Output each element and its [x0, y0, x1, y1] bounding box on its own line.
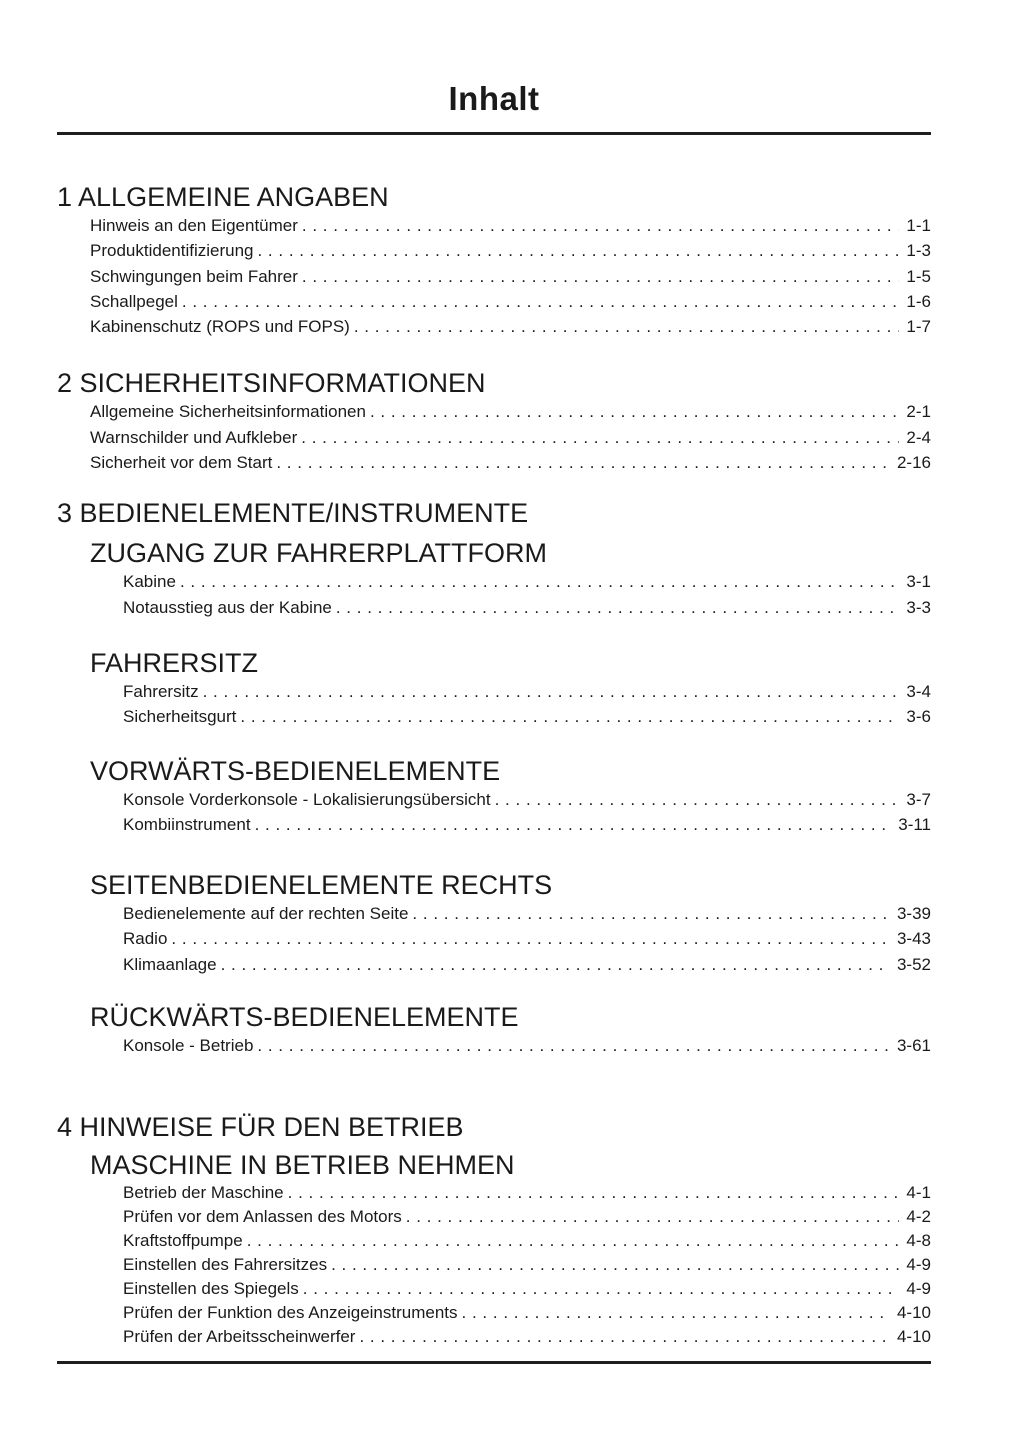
toc-entry-page: 1-7 — [906, 317, 931, 337]
dot-leader — [354, 314, 900, 339]
dot-leader — [336, 595, 900, 620]
toc-entry-page: 4-10 — [896, 1327, 931, 1347]
toc-entry-label: Kombiinstrument — [123, 814, 251, 834]
toc-entry — [123, 1181, 931, 1205]
toc-entry-page: 3-6 — [906, 707, 931, 727]
toc-entry-page: 3-43 — [896, 929, 931, 949]
toc-entry — [123, 1253, 931, 1277]
toc-entry-page: 4-9 — [906, 1255, 931, 1275]
subsection-heading-fahrersitz: FAHRERSITZ — [90, 647, 259, 678]
toc-entry-label: Radio — [123, 929, 168, 949]
toc-entry-label: Allgemeine Sicherheitsinformationen — [90, 402, 366, 422]
toc-entry — [123, 926, 931, 951]
dot-leader — [495, 787, 900, 812]
dot-leader — [171, 926, 890, 951]
subsection-heading-vorwaerts: VORWÄRTS-BEDIENELEMENTE — [90, 755, 501, 786]
dot-leader — [257, 1033, 890, 1058]
toc-entry-page: 3-11 — [898, 814, 931, 834]
toc-entry-label: Bedienelemente auf der rechten Seite — [123, 904, 409, 924]
toc-entry — [123, 595, 931, 620]
toc-entry-page: 2-1 — [906, 402, 931, 422]
dot-leader — [301, 425, 899, 450]
toc-entry — [123, 569, 931, 594]
dot-leader — [303, 1277, 900, 1301]
dot-leader — [182, 289, 900, 314]
footer-rule — [57, 1361, 931, 1364]
subsection-heading-seiten: SEITENBEDIENELEMENTE RECHTS — [90, 870, 553, 901]
toc-entry — [123, 1301, 931, 1325]
dot-leader — [370, 399, 899, 424]
toc-entry-page: 3-52 — [896, 954, 931, 974]
chapter-2-entries — [57, 399, 931, 475]
toc-entry-page: 1-1 — [906, 216, 931, 235]
dot-leader — [255, 812, 892, 837]
toc-entry — [123, 952, 931, 977]
dot-leader — [412, 901, 890, 926]
toc-entry-label: Kraftstoffpumpe — [123, 1231, 243, 1251]
page-title: Inhalt — [448, 80, 540, 117]
toc-entry-label: Konsole Vorderkonsole - Lokalisierungsübersicht — [123, 789, 491, 809]
toc-entry-label: Prüfen der Arbeitsscheinwerfer — [123, 1327, 356, 1347]
toc-entry-page: 4-8 — [906, 1231, 931, 1251]
subsection-seiten-entries — [57, 901, 931, 977]
toc-entry — [90, 238, 931, 263]
toc-entry-label: Kabine — [123, 572, 176, 592]
dot-leader — [247, 1229, 900, 1253]
toc-entry-page: 3-7 — [906, 789, 931, 809]
chapter-1-entries — [57, 213, 931, 339]
toc-entry — [90, 425, 931, 450]
toc-entry-page: 3-3 — [906, 597, 931, 617]
toc-entry-label: Warnschilder und Aufkleber — [90, 427, 298, 447]
subsection-maschine-entries — [57, 1181, 931, 1349]
dot-leader — [331, 1253, 899, 1277]
dot-leader — [257, 238, 899, 263]
toc-entry-page: 4-9 — [906, 1279, 931, 1299]
chapter-heading-3: 3 BEDIENELEMENTE/INSTRUMENTE — [57, 498, 529, 529]
toc-entry-label: Schallpegel — [90, 291, 178, 311]
toc-entry-label: Prüfen der Funktion des Anzeigeinstruments — [123, 1303, 458, 1323]
chapter-heading-2: 2 SICHERHEITSINFORMATIONEN — [57, 368, 486, 399]
toc-entry-label: Hinweis an den Eigentümer — [90, 216, 298, 235]
toc-entry-page: 4-2 — [906, 1207, 931, 1227]
toc-entry-label: Sicherheitsgurt — [123, 707, 237, 727]
toc-entry-label: Einstellen des Spiegels — [123, 1279, 299, 1299]
toc-entry-page: 3-1 — [906, 572, 931, 592]
toc-entry-label: Notausstieg aus der Kabine — [123, 597, 332, 617]
toc-entry-page: 3-4 — [906, 681, 931, 701]
toc-entry-page: 1-5 — [906, 266, 931, 286]
chapter-heading-4: 4 HINWEISE FÜR DEN BETRIEB — [57, 1112, 464, 1143]
toc-entry-page: 2-4 — [906, 427, 931, 447]
toc-entry — [123, 812, 931, 837]
dot-leader — [359, 1325, 890, 1349]
toc-content — [57, 80, 931, 1364]
subsection-vorwaerts-entries — [57, 787, 931, 838]
toc-entry — [90, 289, 931, 314]
dot-leader — [276, 450, 890, 475]
dot-leader — [302, 213, 900, 238]
toc-entry — [123, 901, 931, 926]
toc-entry-label: Sicherheit vor dem Start — [90, 453, 273, 473]
toc-entry-page: 3-61 — [896, 1036, 931, 1056]
subsection-fahrersitz-entries — [57, 679, 931, 730]
toc-entry-label: Kabinenschutz (ROPS und FOPS) — [90, 317, 350, 337]
dot-leader — [203, 679, 900, 704]
toc-entry-page: 2-16 — [896, 453, 931, 473]
subsection-heading-zugang: ZUGANG ZUR FAHRERPLATTFORM — [90, 538, 548, 569]
toc-entry-label: Konsole - Betrieb — [123, 1036, 254, 1056]
toc-entry — [123, 1205, 931, 1229]
dot-leader — [302, 264, 900, 289]
toc-entry-page: 4-1 — [906, 1183, 931, 1203]
title-divider-rule — [57, 132, 931, 135]
toc-entry — [90, 264, 931, 289]
toc-entry — [90, 213, 931, 238]
toc-entry — [90, 399, 931, 424]
dot-leader — [221, 952, 890, 977]
toc-entry — [123, 679, 931, 704]
toc-entry-label: Fahrersitz — [123, 681, 199, 701]
dot-leader — [288, 1181, 900, 1205]
chapter-heading-1: 1 ALLGEMEINE ANGABEN — [57, 182, 389, 212]
toc-entry-label: Klimaanlage — [123, 954, 217, 974]
dot-leader — [406, 1205, 900, 1229]
dot-leader — [240, 704, 899, 729]
toc-entry — [123, 1277, 931, 1301]
toc-entry — [90, 314, 931, 339]
toc-entry-label: Prüfen vor dem Anlassen des Motors — [123, 1207, 402, 1227]
toc-entry-label: Betrieb der Maschine — [123, 1183, 284, 1203]
subsection-rueckwaerts-entries — [57, 1033, 931, 1058]
toc-entry — [123, 1033, 931, 1058]
toc-entry-page: 3-39 — [896, 904, 931, 924]
subsection-heading-rueckwaerts: RÜCKWÄRTS-BEDIENELEMENTE — [90, 1002, 519, 1033]
toc-entry — [123, 704, 931, 729]
subsection-heading-maschine: MASCHINE IN BETRIEB NEHMEN — [90, 1150, 515, 1181]
toc-entry — [123, 1325, 931, 1349]
toc-entry — [123, 787, 931, 812]
dot-leader — [462, 1301, 890, 1325]
toc-entry-page: 4-10 — [896, 1303, 931, 1323]
toc-entry-label: Produktidentifizierung — [90, 241, 254, 261]
toc-entry — [123, 1229, 931, 1253]
toc-entry-label: Schwingungen beim Fahrer — [90, 266, 298, 286]
subsection-zugang-entries — [57, 569, 931, 620]
toc-entry-label: Einstellen des Fahrersitzes — [123, 1255, 328, 1275]
toc-entry-page: 1-6 — [906, 291, 931, 311]
toc-entry — [90, 450, 931, 475]
toc-entry-page: 1-3 — [906, 241, 931, 261]
dot-leader — [180, 569, 899, 594]
